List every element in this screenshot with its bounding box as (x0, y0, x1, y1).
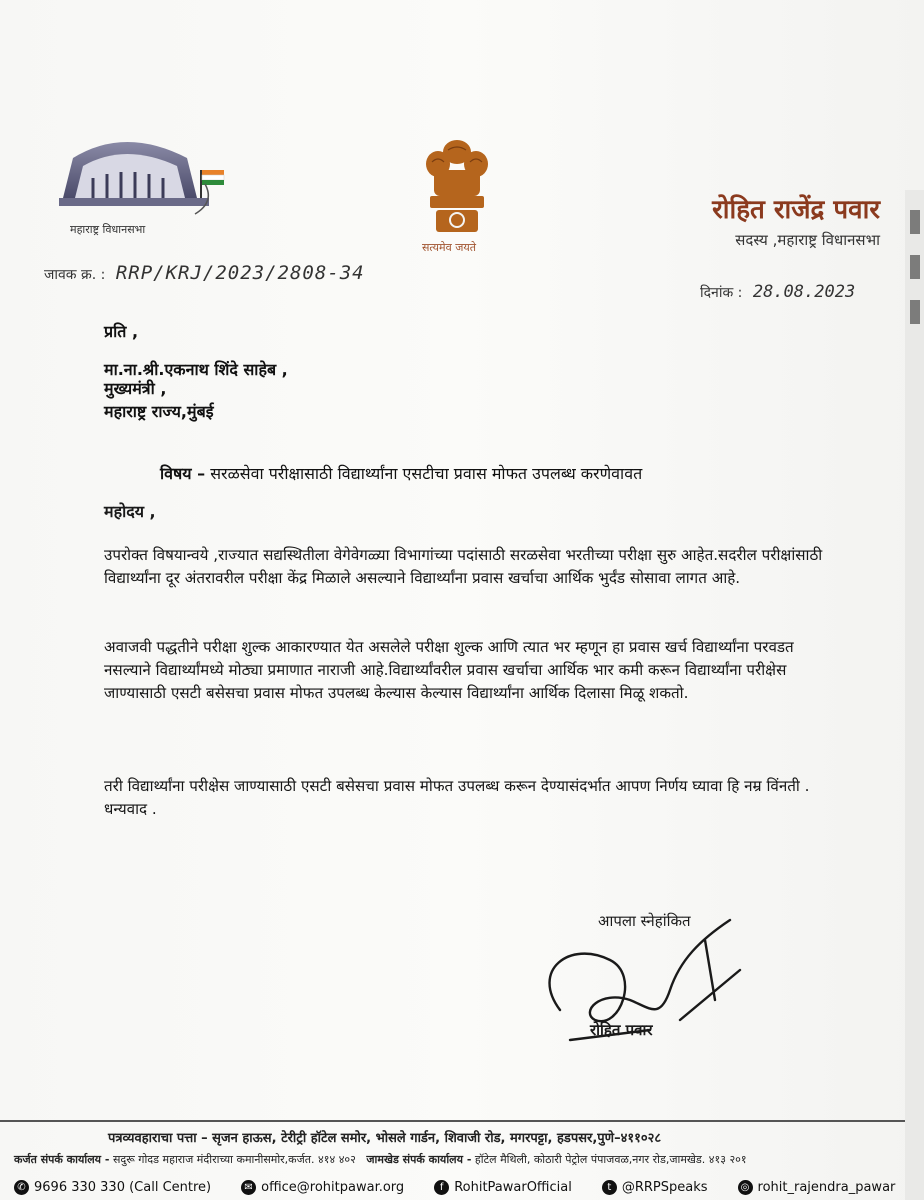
emblem-caption: सत्यमेव जयते (422, 241, 477, 254)
contact-row (14, 1176, 914, 1198)
salutation: महोदय , (104, 502, 156, 521)
correspondence-address: पत्रव्यवहाराचा पत्ता – सृजन हाऊस, टेरीट्री हॉटेल समोर, भोसले गार्डन, शिवाजी रोड, मगरपट्टा, हडपसर,पुणे–४११०२८ (108, 1131, 662, 1146)
sender-name: रोहित राजेंद्र पवार (712, 195, 880, 225)
body-paragraph: अवाजवी पद्धतीने परीक्षा शुल्क आकारण्यात येत असलेले परीक्षा शुल्क आणि त्यात भर म्हणून हा प्रवास खर्च विद्यार्थ्यांना परवडत नसल्याने विद्यार्थ्यांमध्ये मोठ्या प्रमाणात नाराजी आहे.विद्यार्थ्यांवरील प्रवास खर्चाचा आर्थिक भार कमी करून विद्यार्थ्यांना परीक्षेस जाण्यासाठी एसटी बसेसचा प्रवास मोफत उपलब्ध केल्यास केल्यास विद्यार्थ्यांना आर्थिक दिलासा मिळू शकतो. (104, 638, 794, 702)
email-contact (241, 1180, 404, 1195)
reference-number (44, 262, 365, 284)
edge-mark (910, 300, 920, 324)
phone-contact (14, 1180, 211, 1195)
body-paragraph: उपरोक्त विषयान्वये ,राज्यात सद्यस्थितीला वेगेवेगळ्या विभागांच्या पदांसाठी सरळसेवा भरतीच्या परीक्षा सुरु आहेत.सदरील परीक्षांसाठी विद्यार्थ्यांना दूर अंतरावरील परीक्षा केंद्र मिळाले असल्याने विद्यार्थ्यांना प्रवास खर्चाचा आर्थिक भुर्दंड सोसावा लागत आहे. (104, 546, 823, 587)
karjat-office-address: सदुरू गोदड महाराज मंदीराच्या कमानीसमोर,कर्जत. ४१४ ४०२ (112, 1153, 356, 1166)
jamkhed-office-label: जामखेड संपर्क कार्यालय - (366, 1153, 472, 1166)
edge-mark (910, 210, 920, 234)
jamkhed-office-address: हॉटेल मैथिली, कोठारी पेट्रोल पंपाजवळ,नगर रोड,जामखेड. ४१३ २०१ (474, 1153, 747, 1166)
subject-line (160, 462, 860, 484)
date-label: दिनांक : (700, 285, 743, 301)
karjat-office-label: कर्जत संपर्क कार्यालय - (14, 1153, 110, 1166)
vidhansabha-logo (55, 118, 235, 238)
closing-text: आपला स्नेहांकित (598, 912, 691, 930)
subject-text: सरळसेवा परीक्षासाठी विद्यार्थ्यांना एसटीचा प्रवास मोफत उपलब्ध करणेवावत (210, 464, 643, 483)
facebook-contact (434, 1180, 572, 1195)
instagram-icon: ◎ (738, 1180, 753, 1195)
email-icon: ✉ (241, 1180, 256, 1195)
vidhansabha-caption: महाराष्ट्र विधानसभा (70, 223, 146, 236)
twitter-icon: t (602, 1180, 617, 1195)
edge-mark (910, 255, 920, 279)
twitter-contact (602, 1180, 708, 1195)
address-line: महाराष्ट्र राज्य,मुंबई (104, 402, 214, 421)
instagram-contact (738, 1180, 896, 1195)
address-line: प्रति , (104, 322, 139, 341)
body-paragraph: तरी विद्यार्थ्यांना परीक्षेस जाण्यासाठी एसटी बसेसचा प्रवास मोफत उपलब्ध करून देण्यासंदर्भात आपण निर्णय घ्यावा हि नम्र विंनती . धन्यवाद . (104, 777, 810, 818)
national-emblem (412, 130, 502, 245)
footer-divider (0, 1120, 905, 1122)
date-value: 28.08.2023 (752, 282, 856, 302)
facebook-icon: f (434, 1180, 449, 1195)
subject-label: विषय – (160, 464, 206, 483)
reference-value: RRP/KRJ/2023/2808-34 (115, 262, 365, 284)
facebook-handle: RohitPawarOfficial (454, 1179, 572, 1195)
twitter-handle: @RRPSpeaks (621, 1179, 708, 1195)
contact-offices (14, 1152, 914, 1167)
phone-icon: ✆ (14, 1180, 29, 1195)
reference-label: जावक क्र. : (44, 267, 106, 283)
instagram-handle: rohit_rajendra_pawar (757, 1179, 896, 1195)
email-address: office@rohitpawar.org (261, 1179, 405, 1195)
letter-date (700, 282, 855, 302)
address-line: मा.ना.श्री.एकनाथ शिंदे साहेब , (104, 360, 288, 379)
sender-designation: सदस्य ,महाराष्ट्र विधानसभा (735, 231, 880, 249)
ashoka-emblem-icon (412, 130, 502, 245)
phone-number: 9696 330 330 (Call Centre) (34, 1179, 212, 1195)
handwritten-signature (500, 880, 800, 1080)
signer-name: रोहित पवार (590, 1021, 653, 1039)
address-line: मुख्यमंत्री , (104, 379, 167, 398)
page-edge (905, 190, 924, 1200)
vidhansabha-building-icon (55, 118, 235, 218)
